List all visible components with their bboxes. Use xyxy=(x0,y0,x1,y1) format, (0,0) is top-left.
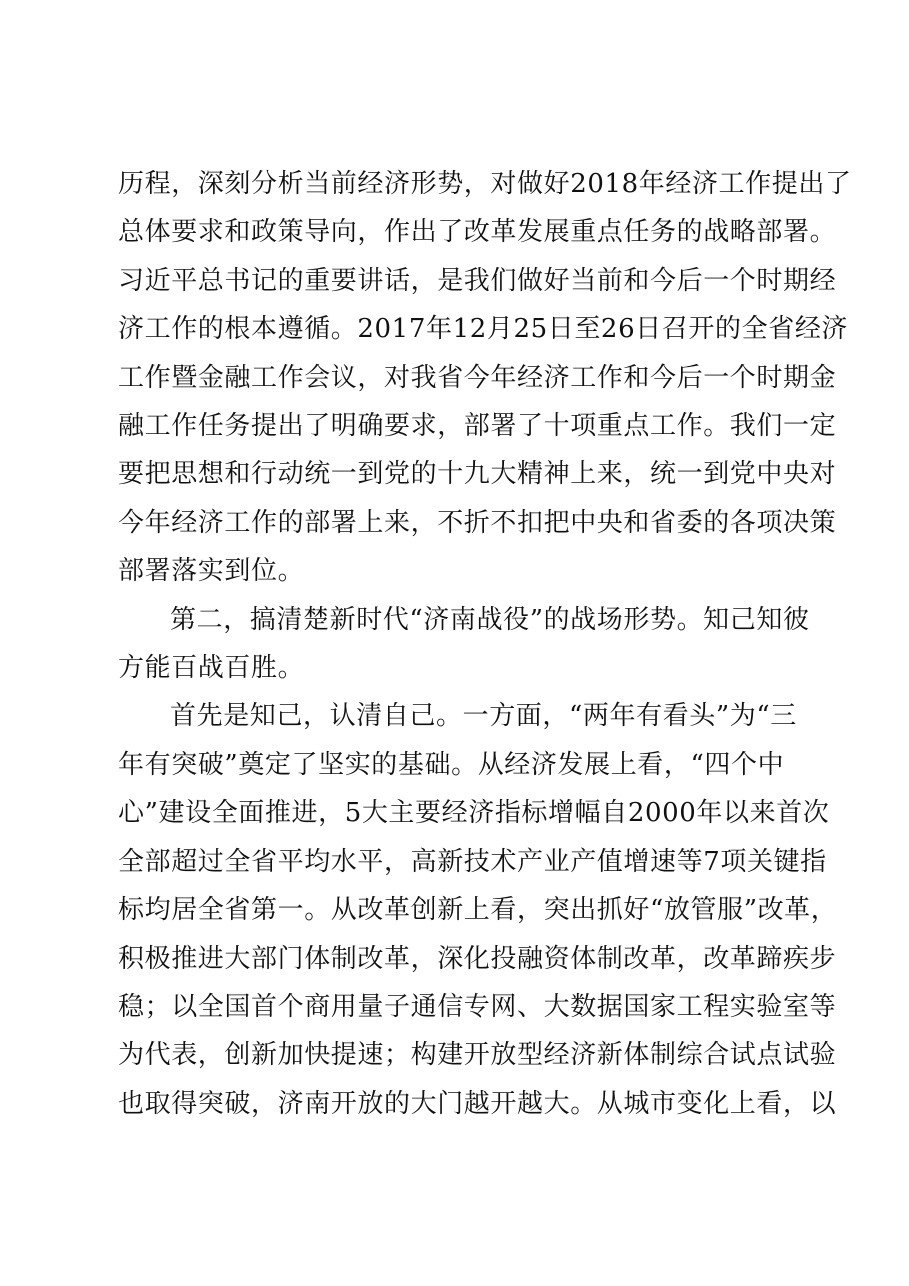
text-line: 年有突破”奠定了坚实的基础。从经济发展上看，“四个中 xyxy=(118,749,785,780)
paragraph-1 xyxy=(118,160,852,596)
text-line: 稳；以全国首个商用量子通信专网、大数据国家工程实验室等 xyxy=(118,991,837,1022)
text-line: 部署落实到位。 xyxy=(118,556,305,587)
text-line: 全部超过全省平均水平，高新技术产业产值增速等7项关键指 xyxy=(118,846,827,877)
text-line: 习近平总书记的重要讲话，是我们做好当前和今后一个时期经 xyxy=(118,265,837,296)
text-line: 要把思想和行动统一到党的十九大精神上来，统一到党中央对 xyxy=(118,459,837,490)
text-line: 心”建设全面推进，5大主要经济指标增幅自2000年以来首次 xyxy=(118,798,830,829)
text-line: 融工作任务提出了明确要求，部署了十项重点工作。我们一定 xyxy=(118,411,837,442)
text-line: 首先是知己，认清自己。一方面，“两年有看头”为“三 xyxy=(170,701,797,732)
text-line: 今年经济工作的部署上来，不折不扣把中央和省委的各项决策 xyxy=(118,507,837,538)
text-line: 工作暨金融工作会议，对我省今年经济工作和今后一个时期金 xyxy=(118,362,837,393)
text-line: 历程，深刻分析当前经济形势，对做好2018年经济工作提出了 xyxy=(118,169,852,199)
paragraph-2 xyxy=(118,596,810,693)
text-line: 方能百战百胜。 xyxy=(118,653,305,684)
text-line: 第二，搞清楚新时代“济南战役”的战场形势。知己知彼 xyxy=(170,604,810,635)
text-line: 也取得突破，济南开放的大门越开越大。从城市变化上看，以 xyxy=(118,1088,837,1119)
text-line: 济工作的根本遵循。2017年12月25日至26日召开的全省经济 xyxy=(118,314,849,345)
text-line: 积极推进大部门体制改革，深化投融资体制改革，改革蹄疾步 xyxy=(118,943,837,974)
paragraph-3 xyxy=(118,692,838,1128)
text-line: 总体要求和政策导向，作出了改革发展重点任务的战略部署。 xyxy=(118,217,837,248)
text-line: 为代表，创新加快提速；构建开放型经济新体制综合试点试验 xyxy=(118,1040,837,1071)
document-body xyxy=(118,160,852,1128)
text-line: 标均居全省第一。从改革创新上看，突出抓好“放管服”改革， xyxy=(118,895,838,926)
